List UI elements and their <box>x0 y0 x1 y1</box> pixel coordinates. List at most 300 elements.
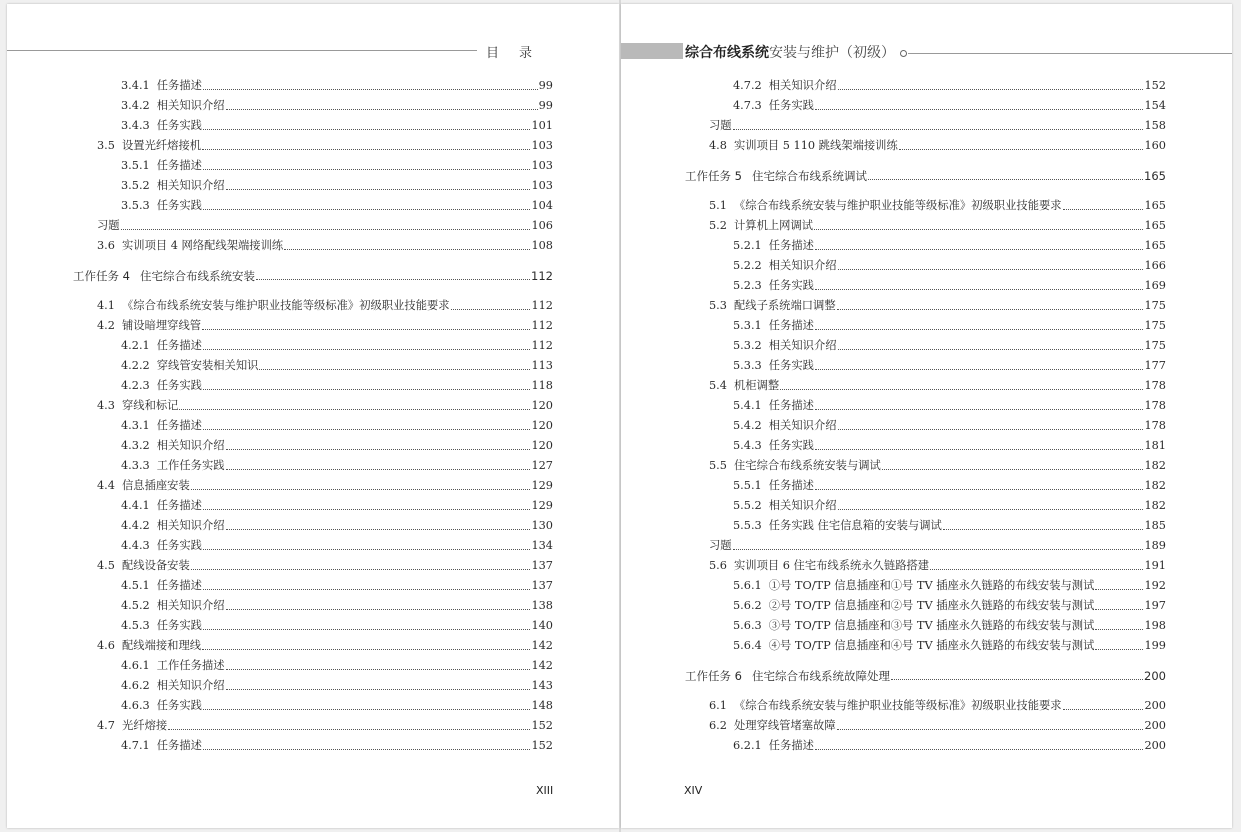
toc-entry-number: 4.5 <box>97 559 115 572</box>
toc-entry-label <box>733 599 1094 613</box>
toc-entry-title: 任务实践 <box>768 279 814 292</box>
toc-entry-title: 任务实践 <box>768 359 814 372</box>
toc-entry-title: 任务实践 <box>156 119 202 132</box>
toc-entry[interactable] <box>121 333 553 353</box>
dot-leader <box>226 669 531 670</box>
dot-leader <box>191 489 531 490</box>
dot-leader <box>203 209 530 210</box>
toc-entry-page: 178 <box>1144 379 1166 392</box>
toc-entry-number: 5.6.3 <box>733 619 762 632</box>
toc-entry-title: 习题 <box>97 219 120 232</box>
dot-leader <box>202 329 530 330</box>
toc-entry-number: 4.4.3 <box>121 539 150 552</box>
toc-entry-number: 工作任务 4 <box>73 269 130 283</box>
toc-entry-page: 103 <box>531 179 553 192</box>
toc-entry-label <box>73 269 255 283</box>
toc-entry-label <box>121 379 202 393</box>
toc-entry-title: 处理穿线管堵塞故障 <box>733 719 836 732</box>
toc-entry-number: 4.6.1 <box>121 659 150 672</box>
toc-entry[interactable] <box>121 153 553 173</box>
toc-entry-label <box>709 119 732 133</box>
dot-leader <box>815 369 1143 370</box>
toc-entry-page: 112 <box>531 299 553 312</box>
toc-entry-number: 3.4.2 <box>121 99 150 112</box>
toc-entry-number: 5.2.3 <box>733 279 762 292</box>
dot-leader <box>815 289 1143 290</box>
dot-leader <box>179 409 530 410</box>
toc-entry[interactable] <box>97 133 553 153</box>
toc-entry-label <box>97 639 201 653</box>
toc-entry-number: 5.2.1 <box>733 239 762 252</box>
toc-entry[interactable] <box>121 433 553 453</box>
toc-entry-number: 5.4 <box>709 379 727 392</box>
toc-entry-title: 《综合布线系统安装与维护职业技能等级标准》初级职业技能要求 <box>733 699 1062 712</box>
toc-entry-title: 习题 <box>709 539 732 552</box>
toc-entry-label <box>709 699 1062 713</box>
toc-entry[interactable] <box>121 533 553 553</box>
toc-entry-title: 相关知识介绍 <box>156 179 225 192</box>
toc-entry-title: 配线子系统端口调整 <box>733 299 836 312</box>
header-bar <box>621 43 683 59</box>
dot-leader <box>203 749 530 750</box>
toc-entry-title: 设置光纤熔接机 <box>121 139 202 152</box>
toc-entry-number: 6.2 <box>709 719 727 732</box>
toc-entry-page: 178 <box>1144 419 1166 432</box>
dot-leader <box>943 529 1144 530</box>
toc-entry-title: 铺设暗埋穿线管 <box>121 319 202 332</box>
toc-entry[interactable] <box>121 693 553 713</box>
toc-entry-page: 165 <box>1144 199 1166 212</box>
dot-leader <box>226 529 531 530</box>
toc-entry-title: 任务实践 <box>156 539 202 552</box>
toc-entry-label <box>121 679 225 693</box>
toc-entry[interactable] <box>733 433 1166 453</box>
toc-entry-title: 配线设备安装 <box>121 559 190 572</box>
toc-entry[interactable] <box>733 613 1166 633</box>
toc-entry-label <box>733 399 814 413</box>
toc-entry[interactable] <box>733 313 1166 333</box>
dot-leader <box>1095 609 1143 610</box>
book-title-header <box>685 42 895 62</box>
toc-entry-page: 191 <box>1144 559 1166 572</box>
toc-entry[interactable] <box>121 653 553 673</box>
dot-leader <box>838 89 1144 90</box>
toc-entry[interactable] <box>121 73 553 93</box>
dot-leader <box>284 249 530 250</box>
toc-entry[interactable] <box>97 473 553 493</box>
toc-entry-page: 182 <box>1144 499 1166 512</box>
toc-entry-page: 177 <box>1144 359 1166 372</box>
toc-entry-number: 工作任务 5 <box>685 169 742 183</box>
toc-entry[interactable] <box>733 493 1166 513</box>
toc-entry-title: 信息插座安装 <box>121 479 190 492</box>
dot-leader <box>203 509 530 510</box>
toc-entry-label <box>121 439 225 453</box>
toc-entry-number: 6.2.1 <box>733 739 762 752</box>
toc-entry[interactable] <box>709 533 1166 553</box>
toc-entry-title: 穿线和标记 <box>121 399 179 412</box>
toc-entry[interactable] <box>733 393 1166 413</box>
toc-entry[interactable] <box>121 733 553 753</box>
toc-entry-page: 192 <box>1144 579 1166 592</box>
toc-entry[interactable] <box>733 93 1166 113</box>
toc-entry[interactable] <box>733 573 1166 593</box>
toc-entry-label <box>97 299 450 313</box>
toc-entry-page: 200 <box>1144 719 1166 732</box>
dot-leader <box>203 129 530 130</box>
dot-leader <box>891 679 1143 680</box>
toc-entry[interactable] <box>97 213 553 233</box>
toc-entry[interactable] <box>733 633 1166 653</box>
toc-entry-number: 4.1 <box>97 299 115 312</box>
toc-entry-page: 197 <box>1144 599 1166 612</box>
toc-entry-label <box>121 359 258 373</box>
toc-entry-number: 3.5 <box>97 139 115 152</box>
toc-entry-number: 3.4.3 <box>121 119 150 132</box>
toc-entry-title: 任务描述 <box>768 479 814 492</box>
toc-entry-page: 113 <box>531 359 553 372</box>
dot-leader <box>733 549 1144 550</box>
toc-entry[interactable] <box>709 133 1166 153</box>
toc-entry-label <box>733 239 814 253</box>
toc-entry-page: 199 <box>1144 639 1166 652</box>
toc-entry-title: 任务实践 住宅信息箱的安装与调试 <box>768 519 942 532</box>
toc-entry-page: 200 <box>1144 739 1166 752</box>
toc-entry-page: 112 <box>531 319 553 332</box>
dot-leader <box>203 709 530 710</box>
toc-entry-label <box>733 99 814 113</box>
toc-entry-label <box>709 299 836 313</box>
dot-leader <box>203 629 530 630</box>
toc-entry[interactable] <box>709 373 1166 393</box>
dot-leader <box>815 409 1143 410</box>
toc-entry-page: 189 <box>1144 539 1166 552</box>
toc-entry[interactable] <box>121 453 553 473</box>
toc-entry-label <box>121 579 202 593</box>
dot-leader <box>203 169 530 170</box>
toc-entry[interactable] <box>97 633 553 653</box>
toc-chapter-entry[interactable] <box>73 263 553 283</box>
dot-leader <box>1095 589 1143 590</box>
toc-entry-label <box>97 319 201 333</box>
toc-entry-title: 《综合布线系统安装与维护职业技能等级标准》初级职业技能要求 <box>121 299 450 312</box>
toc-chapter-entry[interactable] <box>685 663 1166 683</box>
toc-entry-label <box>709 719 836 733</box>
toc-entry-label <box>121 179 225 193</box>
toc-entry-page: 103 <box>531 159 553 172</box>
toc-entry-page: 181 <box>1144 439 1166 452</box>
toc-entry-page: 152 <box>1144 79 1166 92</box>
toc-entry[interactable] <box>733 733 1166 753</box>
toc-entry-number: 3.6 <box>97 239 115 252</box>
toc-entry-number: 5.5.1 <box>733 479 762 492</box>
toc-entry-number: 5.4.2 <box>733 419 762 432</box>
toc-entry-title: 实训项目 6 住宅布线系统永久链路搭建 <box>733 559 930 572</box>
toc-entry-label <box>121 159 202 173</box>
toc-entry-title: 任务描述 <box>768 319 814 332</box>
toc-entry[interactable] <box>97 553 553 573</box>
toc-entry-number: 5.1 <box>709 199 727 212</box>
dot-leader <box>1095 629 1143 630</box>
toc-entry-page: 104 <box>531 199 553 212</box>
page-number: XIV <box>684 784 703 797</box>
toc-entry-label <box>121 119 202 133</box>
toc-entry-title: 习题 <box>709 119 732 132</box>
toc-chapter-entry[interactable] <box>685 163 1166 183</box>
toc-entry[interactable] <box>121 173 553 193</box>
toc-entry-title: 相关知识介绍 <box>156 99 225 112</box>
toc-entry-title: 任务实践 <box>156 699 202 712</box>
dot-leader <box>191 569 531 570</box>
toc-entry-page: 148 <box>531 699 553 712</box>
toc-entry-title: 配线端接和理线 <box>121 639 202 652</box>
toc-entry-number: 3.4.1 <box>121 79 150 92</box>
toc-entry-label <box>121 539 202 553</box>
toc-entry-page: 178 <box>1144 399 1166 412</box>
dot-leader <box>203 589 530 590</box>
toc-entry[interactable] <box>121 593 553 613</box>
dot-leader <box>838 509 1144 510</box>
toc-entry-title: 任务描述 <box>768 399 814 412</box>
toc-entry-number: 5.5.2 <box>733 499 762 512</box>
toc-entry-title: 任务描述 <box>156 739 202 752</box>
dot-leader <box>226 609 531 610</box>
dot-leader <box>226 189 531 190</box>
toc-entry-page: 140 <box>531 619 553 632</box>
toc-entry-page: 129 <box>531 499 553 512</box>
toc-entry-title: 住宅综合布线系统故障处理 <box>751 669 890 683</box>
toc-entry-title: 实训项目 5 110 跳线架端接训练 <box>733 139 898 152</box>
toc-entry[interactable] <box>97 313 553 333</box>
toc-entry-page: 165 <box>1144 169 1166 183</box>
toc-entry-page: 166 <box>1144 259 1166 272</box>
toc-entry[interactable] <box>709 713 1166 733</box>
toc-entry-number: 3.5.3 <box>121 199 150 212</box>
toc-entry-label <box>733 259 837 273</box>
toc-entry-title: 相关知识介绍 <box>156 439 225 452</box>
toc-entry-number: 4.2 <box>97 319 115 332</box>
toc-entry-page: 175 <box>1144 339 1166 352</box>
dot-leader <box>815 489 1143 490</box>
toc-entry-number: 5.4.1 <box>733 399 762 412</box>
toc-entry[interactable] <box>733 273 1166 293</box>
toc-entry[interactable] <box>121 113 553 133</box>
toc-entry[interactable] <box>121 673 553 693</box>
toc-entry[interactable] <box>709 113 1166 133</box>
toc-entry[interactable] <box>97 233 553 253</box>
toc-entry-number: 5.6.4 <box>733 639 762 652</box>
toc-entry-title: 任务描述 <box>156 499 202 512</box>
toc-entry-page: 137 <box>531 559 553 572</box>
toc-entry-page: 152 <box>531 739 553 752</box>
toc-entry-page: 198 <box>1144 619 1166 632</box>
toc-entry-number: 4.5.1 <box>121 579 150 592</box>
toc-entry-label <box>709 219 813 233</box>
toc-entry-label <box>121 339 202 353</box>
toc-entry-title: 任务描述 <box>156 419 202 432</box>
toc-entry-page: 165 <box>1144 219 1166 232</box>
toc-entry-title: ③号 TO/TP 信息插座和③号 TV 插座永久链路的布线安装与测试 <box>768 619 1095 632</box>
toc-entry[interactable] <box>121 193 553 213</box>
toc-entry[interactable] <box>733 473 1166 493</box>
dot-leader <box>733 129 1144 130</box>
page-number: XIII <box>536 784 554 797</box>
toc-entry-number: 5.6 <box>709 559 727 572</box>
toc-entry[interactable] <box>709 693 1166 713</box>
toc-entry-label <box>121 619 202 633</box>
toc-entry[interactable] <box>97 293 553 313</box>
toc-entry-title: 任务描述 <box>156 159 202 172</box>
toc-entry-number: 4.7.3 <box>733 99 762 112</box>
toc-entry-number: 4.7.2 <box>733 79 762 92</box>
toc-entry-label <box>121 79 202 93</box>
toc-entry-page: 200 <box>1144 699 1166 712</box>
toc-entry-label <box>733 339 837 353</box>
toc-entry-title: ④号 TO/TP 信息插座和④号 TV 插座永久链路的布线安装与测试 <box>768 639 1095 652</box>
dot-leader <box>259 369 530 370</box>
toc-entry-number: 4.3 <box>97 399 115 412</box>
toc-entry[interactable] <box>121 613 553 633</box>
toc-entry[interactable] <box>709 453 1166 473</box>
dot-leader <box>203 89 538 90</box>
dot-leader <box>837 309 1144 310</box>
toc-entry[interactable] <box>97 393 553 413</box>
toc-entry-number: 4.4.1 <box>121 499 150 512</box>
toc-entry-page: 182 <box>1144 479 1166 492</box>
toc-entry[interactable] <box>733 333 1166 353</box>
toc-entry-page: 106 <box>531 219 553 232</box>
toc-entry[interactable] <box>709 293 1166 313</box>
dot-leader <box>256 279 530 280</box>
toc-entry-number: 5.5 <box>709 459 727 472</box>
toc-entry[interactable] <box>97 713 553 733</box>
toc-entry[interactable] <box>709 193 1166 213</box>
toc-entry-title: 任务实践 <box>768 439 814 452</box>
page-header-title: 目录 <box>486 46 553 61</box>
dot-leader <box>226 689 531 690</box>
toc-entry-number: 5.2 <box>709 219 727 232</box>
toc-entry-label <box>709 559 929 573</box>
toc-entry[interactable] <box>733 593 1166 613</box>
header-circle-ornament <box>900 50 907 57</box>
toc-entry-title: 相关知识介绍 <box>768 79 837 92</box>
dot-leader <box>838 269 1144 270</box>
toc-entry-label <box>97 719 167 733</box>
dot-leader <box>838 429 1144 430</box>
toc-entry-number: 4.5.2 <box>121 599 150 612</box>
toc-entry-number: 5.3.2 <box>733 339 762 352</box>
toc-entry[interactable] <box>121 93 553 113</box>
toc-entry-page: 165 <box>1144 239 1166 252</box>
toc-entry-page: 108 <box>531 239 553 252</box>
toc-entry-title: 相关知识介绍 <box>768 419 837 432</box>
toc-entry-number: 4.3.3 <box>121 459 150 472</box>
toc-entry-number: 5.6.2 <box>733 599 762 612</box>
toc-entry-title: 相关知识介绍 <box>768 259 837 272</box>
toc-entry-label <box>709 459 881 473</box>
toc-entry[interactable] <box>733 413 1166 433</box>
toc-entry[interactable] <box>733 253 1166 273</box>
toc-entry-title: 任务描述 <box>768 739 814 752</box>
toc-entry-page: 112 <box>531 339 553 352</box>
toc-entry-number: 4.3.1 <box>121 419 150 432</box>
toc-entry[interactable] <box>733 353 1166 373</box>
dot-leader <box>202 149 530 150</box>
header-rule <box>7 50 477 51</box>
toc-entry[interactable] <box>121 413 553 433</box>
dot-leader <box>868 179 1143 180</box>
book-title-rest: 安装与维护（初级） <box>769 45 895 61</box>
toc-entry-page: 118 <box>531 379 553 392</box>
header-rule <box>908 53 1232 54</box>
toc-entry-label <box>709 139 898 153</box>
toc-entry-number: 4.4 <box>97 479 115 492</box>
toc-entry[interactable] <box>733 233 1166 253</box>
toc-entry-number: 5.6.1 <box>733 579 762 592</box>
toc-entry-label <box>733 439 814 453</box>
toc-entry[interactable] <box>121 513 553 533</box>
toc-page-right <box>621 4 1232 828</box>
toc-entry-title: 穿线管安装相关知识 <box>156 359 259 372</box>
toc-entry-page: 99 <box>538 99 553 112</box>
toc-entry[interactable] <box>121 373 553 393</box>
toc-entry-label <box>97 139 201 153</box>
toc-entry-label <box>733 619 1094 633</box>
toc-entry-title: 相关知识介绍 <box>768 499 837 512</box>
toc-entry[interactable] <box>709 213 1166 233</box>
toc-entry-number: 4.6 <box>97 639 115 652</box>
toc-entry-title: 工作任务实践 <box>156 459 225 472</box>
toc-entry-page: 160 <box>1144 139 1166 152</box>
toc-entry-label <box>685 169 867 183</box>
toc-entry-page: 200 <box>1144 669 1166 683</box>
toc-entry-number: 5.3 <box>709 299 727 312</box>
toc-entry-label <box>97 399 178 413</box>
toc-entry[interactable] <box>121 573 553 593</box>
toc-entry-number: 3.5.2 <box>121 179 150 192</box>
toc-entry-title: 任务描述 <box>156 339 202 352</box>
toc-entry-label <box>709 199 1062 213</box>
toc-entry-page: 120 <box>531 439 553 452</box>
toc-entry-title: 工作任务描述 <box>156 659 225 672</box>
toc-entry-number: 4.6.3 <box>121 699 150 712</box>
dot-leader <box>226 469 531 470</box>
toc-entry[interactable] <box>121 353 553 373</box>
toc-entry-number: 5.4.3 <box>733 439 762 452</box>
toc-entry[interactable] <box>709 553 1166 573</box>
toc-entry-label <box>733 359 814 373</box>
dot-leader <box>1063 209 1144 210</box>
toc-entry-page: 129 <box>531 479 553 492</box>
dot-leader <box>815 249 1143 250</box>
dot-leader <box>815 449 1143 450</box>
toc-entry-label <box>121 519 225 533</box>
toc-entry-title: 相关知识介绍 <box>768 339 837 352</box>
toc-entry-title: 任务实践 <box>156 199 202 212</box>
toc-entry[interactable] <box>733 73 1166 93</box>
dot-leader <box>203 429 530 430</box>
toc-entry-label <box>733 739 814 753</box>
toc-entry-title: 住宅综合布线系统调试 <box>751 169 867 183</box>
toc-entry[interactable] <box>121 493 553 513</box>
toc-entry-label <box>97 479 190 493</box>
toc-entry[interactable] <box>733 513 1166 533</box>
toc-entry-number: 5.3.1 <box>733 319 762 332</box>
toc-page-left <box>7 4 619 828</box>
toc-entry-label <box>709 379 779 393</box>
dot-leader <box>930 569 1143 570</box>
toc-entry-title: 相关知识介绍 <box>156 679 225 692</box>
